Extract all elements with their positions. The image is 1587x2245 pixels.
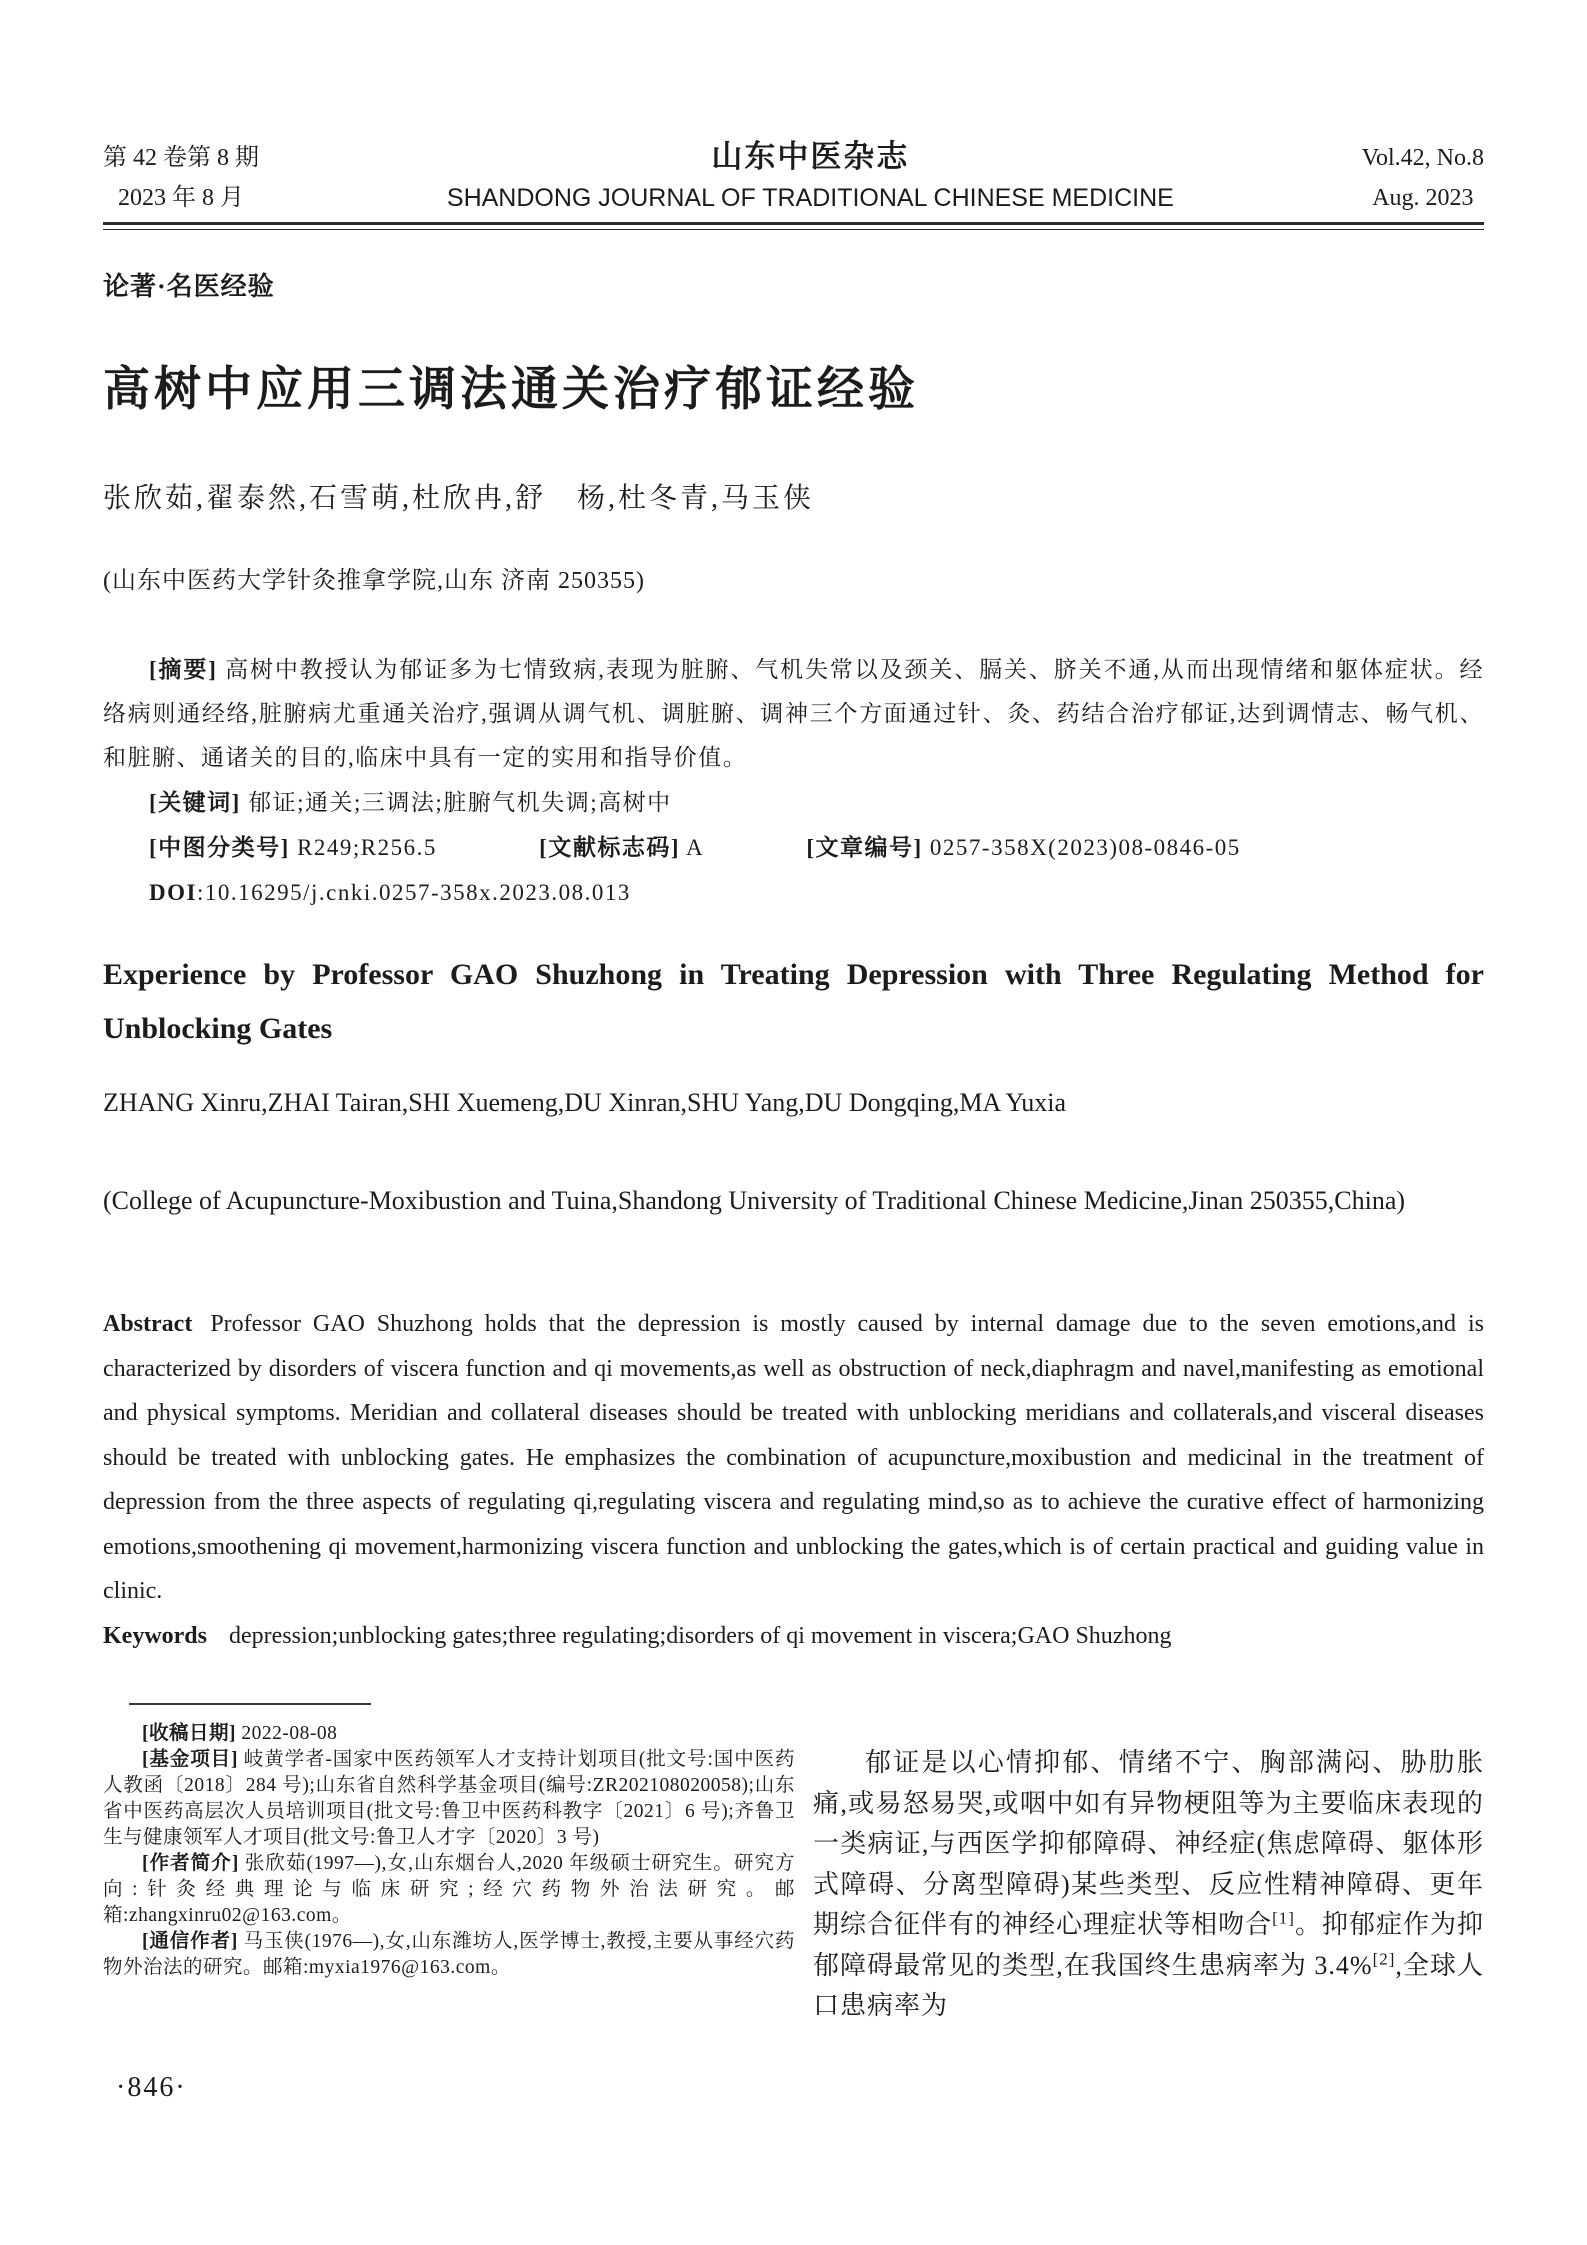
clc-group <box>149 835 437 860</box>
doc-code-label: [文献标志码] <box>539 835 680 860</box>
page-number: ·846· <box>116 2072 187 2103</box>
keywords-cn-text: 郁证;通关;三调法;脏腑气机失调;高树中 <box>240 790 672 815</box>
article-title-cn: 高树中应用三调法通关治疗郁证经验 <box>103 364 919 416</box>
footnote-author-bio-text: 张欣茹(1997—),女,山东烟台人,2020 年级硕士研究生。研究方向:针灸经典理论与临床研究;经穴药物外治法研究。邮箱:zhangxinru02@163.com。 <box>103 1853 795 1926</box>
keywords-en <box>103 1614 1484 1659</box>
abstract-en-text: Professor GAO Shuzhong holds that the depression is mostly caused by internal damage due to the seven emotions,and is characterized by disorders of viscera function and qi movements,as well as obstruction of neck,diaphragm and navel,manifesting as emotional and physical symptoms. Meridian and collateral diseases should be treated with unblocking meridians and collaterals,and visceral diseases should be treated with unblocking gates. He emphasizes the combination of acupuncture,moxibustion and medicinal in the treatment of depression from the three aspects of regulating qi,regulating viscera and regulating mind,so as to achieve the curative effect of harmonizing emotions,smoothening qi movement,harmonizing viscera function and unblocking the gates,which is of certain practical and guiding value in clinic. <box>103 1311 1484 1604</box>
footnote-received-label: [收稿日期] <box>142 1723 236 1744</box>
footnote-corresponding <box>103 1929 795 1981</box>
section-label: 论著·名医经验 <box>103 272 275 301</box>
chinese-abstract-block <box>103 648 1484 915</box>
journal-title-en: SHANDONG JOURNAL OF TRADITIONAL CHINESE MEDICINE <box>446 184 1174 212</box>
clc-value: R249;R256.5 <box>289 835 437 860</box>
main-text-column <box>813 1703 1484 2027</box>
abstract-en-label: Abstract <box>103 1311 193 1337</box>
abstract-en <box>103 1302 1484 1614</box>
footnote-received <box>103 1721 795 1747</box>
english-abstract-block <box>103 1302 1484 1658</box>
footnotes-column <box>103 1703 795 2027</box>
authors-cn: 张欣茹,翟泰然,石雪萌,杜欣冉,舒 杨,杜冬青,马玉侠 <box>103 483 815 514</box>
affiliation-en: (College of Acupuncture-Moxibustion and Tuina,Shandong University of Traditional Chinese Medicine,Jinan 250355,China) <box>103 1186 1406 1215</box>
article-id-value: 0257-358X(2023)08-0846-05 <box>922 835 1241 860</box>
doi-label: DOI <box>149 880 197 905</box>
doc-code-group <box>539 835 704 860</box>
reference-marker: [2] <box>1372 1948 1396 1968</box>
doi-value: :10.16295/j.cnki.0257-358x.2023.08.013 <box>196 880 631 905</box>
footnote-divider-rule <box>129 1703 371 1705</box>
journal-title-cn: 山东中医杂志 <box>711 139 910 174</box>
footnote-received-text: 2022-08-08 <box>236 1723 338 1744</box>
header-issue-cn: 第 42 卷第 8 期 <box>103 145 259 171</box>
header-divider-rule <box>103 222 1484 230</box>
header-vol-block <box>1362 138 1484 218</box>
footnote-author-bio <box>103 1851 795 1929</box>
footnote-corresponding-text: 马玉侠(1976—),女,山东潍坊人,医学博士,教授,主要从事经穴药物外治法的研究。邮箱:myxia1976@163.com。 <box>103 1931 795 1978</box>
doi-line <box>103 870 1484 915</box>
header-vol-en: Vol.42, No.8 <box>1361 145 1484 171</box>
footnote-funding <box>103 1747 795 1851</box>
article-id-group <box>806 835 1240 860</box>
abstract-cn-label: [摘要] <box>149 657 218 682</box>
doc-code-value: A <box>679 835 705 860</box>
footnote-funding-label: [基金项目] <box>142 1749 239 1770</box>
footnote-author-bio-label: [作者简介] <box>142 1853 239 1874</box>
abstract-cn-text: 高树中教授认为郁证多为七情致病,表现为脏腑、气机失常以及颈关、膈关、脐关不通,从而出现情绪和躯体症状。经络病则通经络,脏腑病尤重通关治疗,强调从调气机、调脏腑、调神三个方面通过针、灸、药结合治疗郁证,达到调情志、畅气机、和脏腑、通诸关的目的,临床中具有一定的实用和指导价值。 <box>103 657 1485 770</box>
bottom-columns <box>103 1703 1484 2027</box>
keywords-en-label: Keywords <box>103 1622 207 1649</box>
header-issue-block <box>103 138 259 218</box>
clc-label: [中图分类号] <box>149 835 290 860</box>
authors-en: ZHANG Xinru,ZHAI Tairan,SHI Xuemeng,DU Xinran,SHU Yang,DU Dongqing,MA Yuxia <box>103 1088 1066 1117</box>
affiliation-cn: (山东中医药大学针灸推拿学院,山东 济南 250355) <box>103 568 645 594</box>
keywords-cn <box>103 780 1484 825</box>
keywords-en-text: depression;unblocking gates;three regulating;disorders of qi movement in viscera;GAO Shuzhong <box>229 1622 1172 1649</box>
page-header <box>103 136 1484 218</box>
footnote-corresponding-label: [通信作者] <box>142 1931 238 1952</box>
journal-title-block <box>447 136 1174 218</box>
header-date-en: Aug. 2023 <box>1372 185 1474 211</box>
abstract-cn <box>103 648 1484 780</box>
intro-paragraph: 郁证是以心情抑郁、情绪不宁、胸部满闷、胁肋胀痛,或易怒易哭,或咽中如有异物梗阻等为主要临床表现的一类病证,与西医学抑郁障碍、神经症(焦虑障碍、躯体形式障碍、分离型障碍)某些类型、反应性精神障碍、更年期综合征伴有的神经心理症状等相吻合[1]。抑郁症作为抑郁障碍最常见的类型,在我国终生患病率为 3.4%[2],全球人口患病率为 <box>813 1748 1484 2020</box>
meta-row <box>103 825 1484 870</box>
article-id-label: [文章编号] <box>806 835 923 860</box>
header-date-cn: 2023 年 8 月 <box>118 185 244 211</box>
footnote-funding-text: 岐黄学者-国家中医药领军人才支持计划项目(批文号:国中医药人教函〔2018〕284 号);山东省自然科学基金项目(编号:ZR202108020058);山东省中医药高层次人员培训项目(批文号:鲁卫中医药科教字〔2021〕6 号);齐鲁卫生与健康领军人才项目(批文号:鲁卫人才字〔2020〕3 号) <box>103 1749 795 1848</box>
article-title-en: Experience by Professor GAO Shuzhong in Treating Depression with Three Regulating Method for Unblocking Gates <box>103 958 1484 1045</box>
reference-marker: [1] <box>1272 1908 1295 1928</box>
keywords-cn-label: [关键词] <box>149 790 241 815</box>
